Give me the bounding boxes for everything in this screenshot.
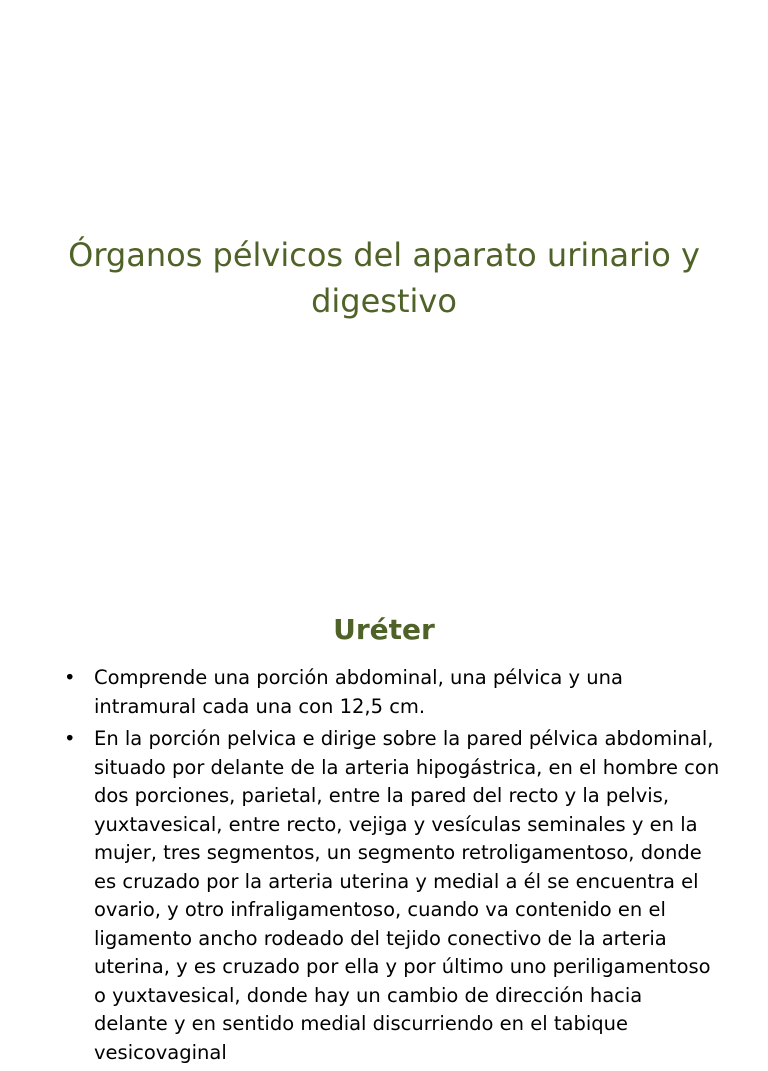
- section-heading: Uréter: [333, 613, 435, 646]
- slide-title: Órganos pélvicos del aparato urinario y digestivo: [68, 236, 700, 320]
- bullet-icon: •: [64, 666, 76, 689]
- bullet-text: Comprende una porción abdominal, una pélvica y una intramural cada una con 12,5 cm.: [94, 666, 623, 718]
- list-item: [62, 664, 722, 721]
- bullet-list: [62, 664, 722, 1071]
- list-item: [62, 725, 722, 1067]
- bullet-text: En la porción pelvica e dirige sobre la pared pélvica abdominal, situado por delante de la arteria hipogástrica, en el hombre con dos porciones, parietal, entre la pared del recto y la pelvis, yuxtavesical, entre recto, vejiga y vesículas seminales y en la mujer, tres segmentos, un segmento retroligamentoso, donde es cruzado por la arteria uterina y medial a él se encuentra el ovario, y otro infraligamentoso, cuando va contenido en el ligamento ancho rodeado del tejido conectivo de la arteria uterina, y es cruzado por ella y por último uno periligamentoso o yuxtavesical, donde hay un cambio de dirección hacia delante y en sentido medial discurriendo en el tabique vesicovaginal: [94, 727, 720, 1064]
- bullet-icon: •: [64, 727, 76, 750]
